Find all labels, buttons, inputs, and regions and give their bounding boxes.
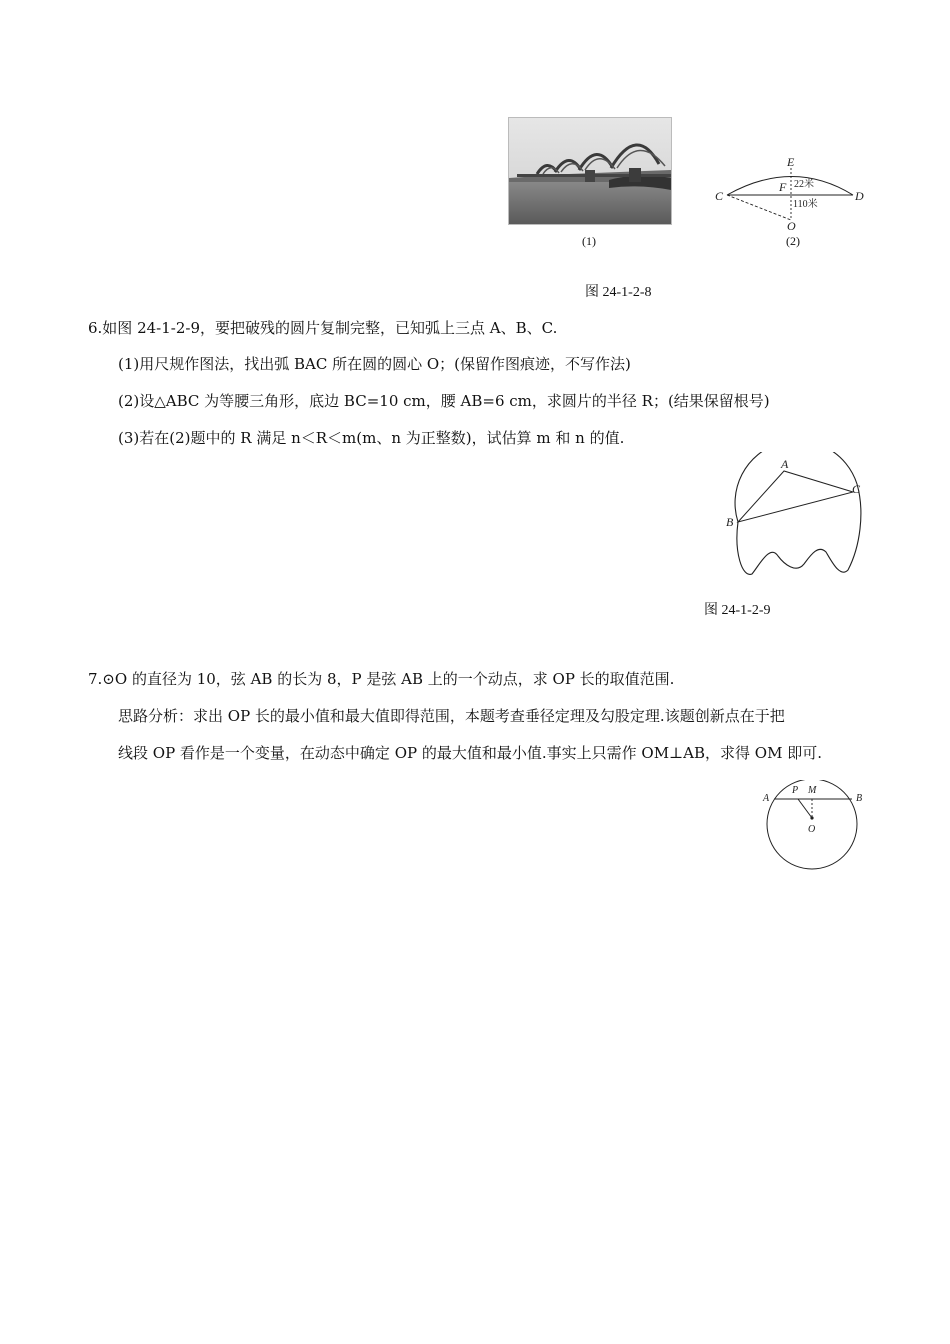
arch-diagram bbox=[705, 150, 875, 240]
label-c2: C bbox=[852, 482, 861, 496]
center-dot bbox=[810, 816, 813, 819]
label-p7: P bbox=[792, 785, 799, 796]
q6-part1: (1)用尺规作图法，找出弧 BAC 所在圆的圆心 O；(保留作图痕迹，不写作法) bbox=[118, 355, 631, 373]
label-a: A bbox=[781, 457, 789, 471]
bridge-photo bbox=[508, 117, 672, 225]
fig8-sub1-label: (1) bbox=[582, 234, 596, 248]
q7-analysis-line2: 线段 OP 看作是一个变量，在动态中确定 OP 的最大值和最小值.事实上只需作 OM⊥AB，求得 OM 即可. bbox=[118, 744, 822, 762]
q6-part2: (2)设△ABC 为等腰三角形，底边 BC=10 cm，腰 AB=6 cm，求圆片的半径 R；(结果保留根号) bbox=[118, 392, 770, 410]
fig8-caption: 图 24-1-2-8 bbox=[585, 285, 652, 300]
arch-arc bbox=[727, 177, 853, 196]
radius-co bbox=[727, 195, 791, 220]
fig9-caption: 图 24-1-2-9 bbox=[704, 603, 771, 618]
label-o7: O bbox=[808, 824, 816, 835]
label-c: C bbox=[715, 189, 724, 203]
label-m7: M bbox=[808, 785, 817, 796]
q6-part3: (3)若在(2)题中的 R 满足 n＜R＜m(m、n 为正整数)，试估算 m 和 n 的值. bbox=[118, 429, 625, 447]
label-d: D bbox=[855, 189, 864, 203]
broken-disc-diagram bbox=[720, 452, 870, 582]
q7-analysis-line1: 思路分析：求出 OP 长的最小值和最大值即得范围，本题考查垂径定理及勾股定理.该题创新点在于把 bbox=[118, 707, 785, 725]
triangle-abc bbox=[738, 471, 853, 522]
label-height: 22米 bbox=[794, 179, 814, 190]
label-e: E bbox=[787, 155, 795, 169]
label-a7: A bbox=[763, 793, 770, 804]
segment-op bbox=[798, 799, 812, 818]
label-o: O bbox=[787, 219, 796, 233]
label-b: B bbox=[726, 515, 734, 529]
label-f: F bbox=[779, 180, 787, 194]
q6-title: 6.如图 24-1-2-9，要把破残的圆片复制完整，已知弧上三点 A、B、C. bbox=[88, 319, 558, 337]
label-length: 110米 bbox=[793, 199, 818, 210]
circle-chord-diagram bbox=[760, 780, 870, 870]
q7-title: 7.⊙O 的直径为 10，弦 AB 的长为 8，P 是弦 AB 上的一个动点，求 OP 长的取值范围. bbox=[88, 670, 675, 688]
fig8-sub2-label: (2) bbox=[786, 234, 800, 248]
disc-outline bbox=[735, 452, 861, 574]
label-b7: B bbox=[856, 793, 863, 804]
